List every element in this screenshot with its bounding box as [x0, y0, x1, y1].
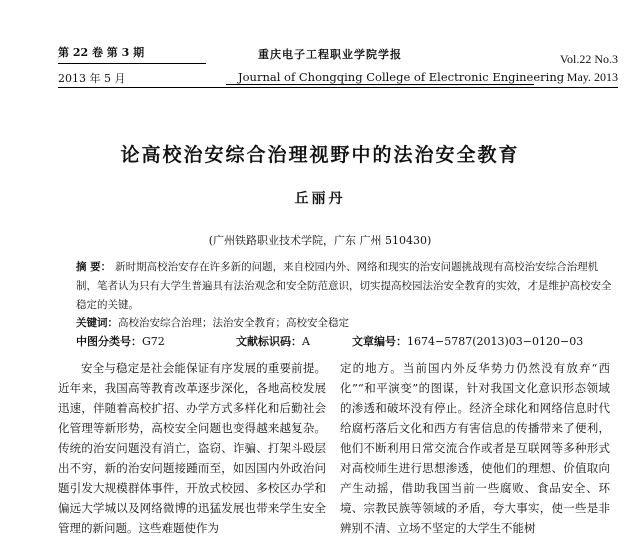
- date-en: May. 2013: [566, 70, 618, 84]
- article-number: [352, 333, 583, 349]
- header-rule: [58, 87, 618, 88]
- date-cn: 2013 年 5 月: [58, 72, 126, 85]
- article-title: 论高校治安综合治理视野中的法治安全教育: [120, 144, 520, 166]
- journal-title-en: Journal of Chongqing College of Electronic Engineering: [238, 70, 565, 84]
- doc-value: A: [302, 335, 310, 348]
- article-author: 丘丽丹: [294, 191, 346, 207]
- keywords-label: 关键词：: [76, 317, 118, 329]
- article-no-value: 1674−5787(2013)03−0120−03: [407, 335, 584, 348]
- document-code: [236, 333, 310, 349]
- clc-value: G72: [142, 335, 165, 348]
- abstract: [76, 258, 616, 315]
- header-rule-journal: [226, 84, 534, 85]
- clc-number: [76, 333, 165, 349]
- body-column-right: [340, 358, 610, 538]
- body-column-left: [58, 358, 326, 538]
- header-rule-left: [58, 63, 206, 64]
- keywords: [76, 315, 349, 330]
- body-paragraph-continued: 定的地方。当前国内外反华势力仍然没有放弃“西化”“和平演变”的图谋，针对我国文化意识形态领域的渗透和破坏没有停止。经济全球化和网络信息时代给腐朽落后文化和西方有害信息的传播带来了便利，他们不断利用日常交流合作或者是互联网等多种形式对高校师生进行思想渗透，使他们的理想、价值取向产生动摇，借助我国当前一些腐败、食品安全、环境、宗教民族等领域的矛盾，夸大事实，使一些是非辨别不清、立场不坚定的大学生不能树: [340, 361, 610, 535]
- volume-issue-cn: 第 22 卷 第 3 期: [58, 46, 145, 59]
- volume-issue-en: Vol.22 No.3: [559, 52, 618, 66]
- journal-title-cn: 重庆电子工程职业学院学报: [258, 48, 402, 61]
- abstract-label: 摘 要：: [76, 261, 112, 273]
- keywords-text: 高校治安综合治理；法治安全教育；高校安全稳定: [118, 317, 349, 329]
- clc-label: 中图分类号：: [76, 335, 142, 348]
- abstract-text: 新时期高校治安存在许多新的问题，来自校园内外、网络和现实的治安问题挑战现有高校治安综合治理机制，笔者认为只有大学生普遍具有法治观念和安全防范意识，切实提高校园法治安全教育的实效，才是维护高校安全稳定的关键。: [76, 261, 612, 311]
- body-paragraph: 安全与稳定是社会能保证有序发展的重要前提。近年来，我国高等教育改革逐步深化，各地高校发展迅速，伴随着高校扩招、办学方式多样化和后勤社会化管理等新形势，高校安全问题也变得越来越复杂。传统的治安问题没有消亡，盗窃、诈骗、打架斗殴层出不穷，新的治安问题接踵而至，如因国内外政治问题引发大规模群体事件，开放式校园、多校区办学和偏远大学城以及网络微博的迅猛发展也带来学生安全管理的新问题。这些难题使作为: [58, 361, 326, 535]
- doc-label: 文献标识码：: [236, 335, 302, 348]
- article-no-label: 文章编号：: [352, 335, 407, 348]
- author-affiliation: (广州铁路职业技术学院，广东 广州 510430): [208, 234, 432, 247]
